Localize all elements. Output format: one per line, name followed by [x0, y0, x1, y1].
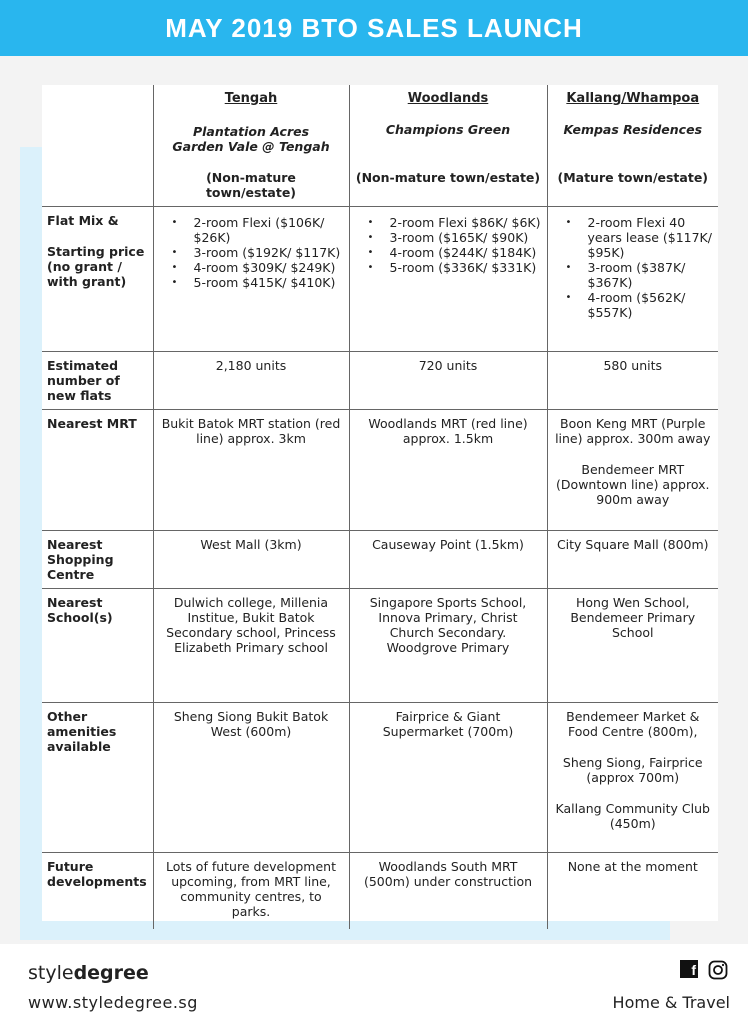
mrt-tengah: Bukit Batok MRT station (red line) approx. 3km	[153, 410, 349, 531]
project-name: Plantation Acres	[192, 124, 310, 139]
project-name: Garden Vale @ Tengah	[172, 139, 330, 154]
units-woodlands: 720 units	[349, 352, 547, 410]
shopping-woodlands: Causeway Point (1.5km)	[349, 531, 547, 589]
town-type: (Mature town/estate)	[557, 170, 709, 185]
schools-woodlands: Singapore Sports School, Innova Primary, Christ Church Secondary. Woodgrove Primary	[349, 589, 547, 703]
amenities-woodlands: Fairprice & Giant Supermarket (700m)	[349, 703, 547, 853]
row-label: Other amenities available	[42, 703, 153, 853]
town-name: Kallang/Whampoa	[566, 91, 700, 106]
project-name: Kempas Residences	[563, 122, 703, 137]
brand-logo: styledegree	[28, 962, 149, 984]
row-label: Future developments	[42, 853, 153, 929]
amenity-entry: Kallang Community Club (450m)	[555, 801, 710, 831]
future-kallang: None at the moment	[547, 853, 718, 929]
list-item: • 4-room $309K/ $249K)	[160, 260, 343, 275]
row-label: Nearest School(s)	[42, 589, 153, 703]
schools-tengah: Dulwich college, Millenia Institue, Bukit Batok Secondary school, Princess Elizabeth Primary school	[153, 589, 349, 703]
header-empty-cell	[42, 85, 153, 207]
list-item: • 3-room ($192K/ $117K)	[160, 245, 343, 260]
row-label: Nearest MRT	[42, 410, 153, 531]
bto-comparison-table	[42, 85, 718, 929]
town-name: Tengah	[224, 91, 278, 106]
flat-mix-kallang	[547, 207, 718, 352]
schools-kallang: Hong Wen School, Bendemeer Primary School	[547, 589, 718, 703]
row-label: Estimated number of new flats	[42, 352, 153, 410]
row-label: Flat Mix & Starting price (no grant / with grant)	[42, 207, 153, 352]
units-kallang: 580 units	[547, 352, 718, 410]
row-label: Nearest Shopping Centre	[42, 531, 153, 589]
row-future	[42, 853, 718, 929]
banner-title: MAY 2019 BTO SALES LAUNCH	[165, 12, 583, 43]
shopping-kallang: City Square Mall (800m)	[547, 531, 718, 589]
mrt-kallang	[547, 410, 718, 531]
list-item: • 3-room ($165K/ $90K)	[356, 230, 541, 245]
future-tengah: Lots of future development upcoming, from MRT line, community centres, to parks.	[153, 853, 349, 929]
shopping-tengah: West Mall (3km)	[153, 531, 349, 589]
list-item: • 2-room Flexi $86K/ $6K)	[356, 215, 541, 230]
footer	[0, 944, 748, 1024]
instagram-icon[interactable]	[708, 960, 728, 980]
social-icons	[680, 960, 728, 980]
town-type: (Non-mature town/estate)	[355, 170, 541, 185]
list-item: • 2-room Flexi ($106K/ $26K)	[160, 215, 343, 245]
facebook-icon[interactable]: f	[680, 960, 698, 978]
flat-mix-tengah	[153, 207, 349, 352]
mrt-woodlands: Woodlands MRT (red line) approx. 1.5km	[349, 410, 547, 531]
list-item: • 3-room ($387K/ $367K)	[554, 260, 713, 290]
town-type: (Non-mature town/estate)	[205, 170, 297, 200]
mrt-entry: Bendemeer MRT (Downtown line) approx. 900m away	[556, 462, 710, 507]
row-amenities	[42, 703, 718, 853]
header-woodlands	[349, 85, 547, 207]
list-item: • 4-room ($562K/ $557K)	[554, 290, 713, 320]
mrt-entry: Boon Keng MRT (Purple line) approx. 300m away	[555, 416, 711, 446]
list-item: • 5-room ($336K/ $331K)	[356, 260, 541, 275]
list-item: • 4-room ($244K/ $184K)	[356, 245, 541, 260]
row-shopping	[42, 531, 718, 589]
flat-mix-woodlands	[349, 207, 547, 352]
header-kallang	[547, 85, 718, 207]
amenities-kallang	[547, 703, 718, 853]
town-name: Woodlands	[407, 91, 489, 106]
site-url[interactable]: www.styledegree.sg	[28, 993, 198, 1012]
list-item: • 5-room $415K/ $410K)	[160, 275, 343, 290]
header-tengah	[153, 85, 349, 207]
amenity-entry: Sheng Siong, Fairprice (approx 700m)	[562, 755, 703, 785]
units-tengah: 2,180 units	[153, 352, 349, 410]
row-schools	[42, 589, 718, 703]
future-woodlands: Woodlands South MRT (500m) under construction	[349, 853, 547, 929]
tagline: Home & Travel	[612, 993, 730, 1012]
amenity-entry: Bendemeer Market & Food Centre (800m),	[566, 709, 700, 739]
row-units	[42, 352, 718, 410]
amenities-tengah: Sheng Siong Bukit Batok West (600m)	[153, 703, 349, 853]
list-item: • 2-room Flexi 40 years lease ($117K/ $95K)	[554, 215, 713, 260]
row-flat-mix	[42, 207, 718, 352]
table-header-row	[42, 85, 718, 207]
project-name: Champions Green	[385, 122, 511, 137]
row-mrt	[42, 410, 718, 531]
page-banner	[0, 0, 748, 56]
